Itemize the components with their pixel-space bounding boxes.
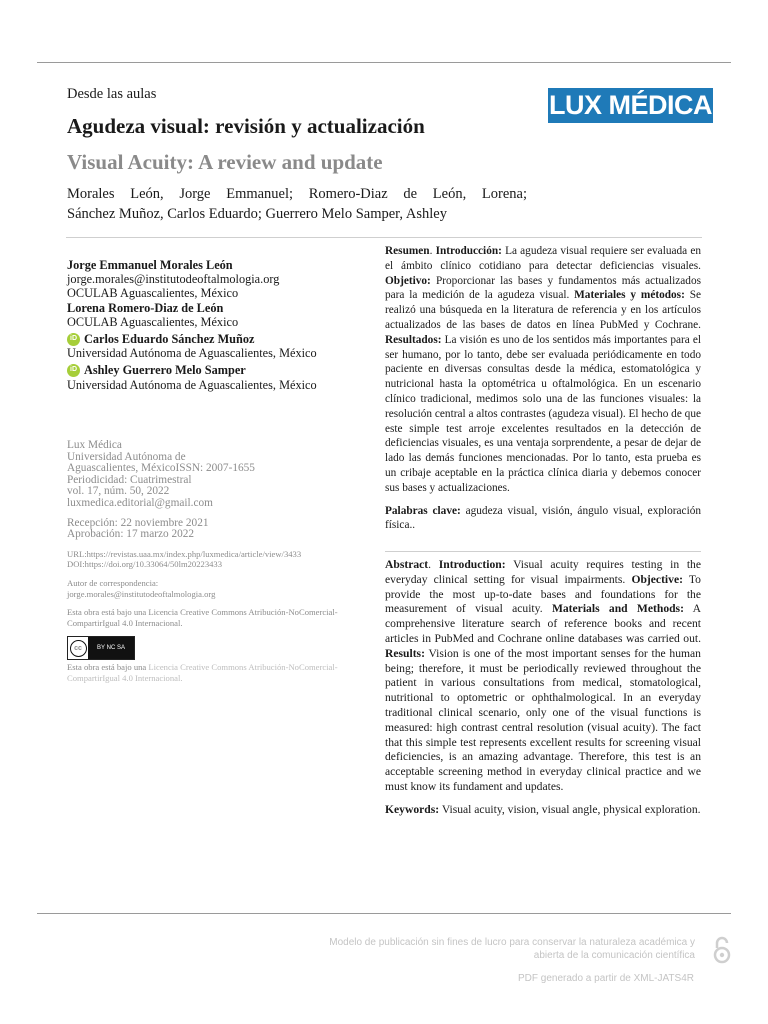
abstract-es: Resumen. Introducción: La agudeza visual requiere ser evaluada en el ámbito clínico cotidiano para detectar deficiencias visuales. Objetivo: Proporcionar las bases y fundamentos más actualizados para la medición de la agudeza visual. Materiales y métodos: Se realizó una búsqueda en la literatura de referencia y en los artículos actualizados de las bases de datos en línea PubMed y Cochrane. Resultados: La visión es uno de los sentidos más importantes para el ser humano, por lo tanto, debe ser evaluada periódicamente en todo paciente en diversas consultas desde la médica, estomatológica y nutricional hasta la optométrica u oftalmológica. En un escenario clínico tradicional, medimos solo una de las funciones visuales: la resolución central a altos contrastes (agudeza visual). El hecho de que este simple test arroje excelentes resultados en la detección de deficiencias visuales, es una ventaja sorprendente, a pesar de dejar de lado las demás funciones mencionadas. Por lo tanto, esta prueba es un cribaje aceptable en la práctica clínica diaria y debemos conocer sus bases y actualizaciones. Palabras clave: agudeza visual, visión, ángulo visual, exploración física..: [385, 245, 702, 532]
author-1-institution: OCULAB Aguascalientes, México: [67, 286, 239, 301]
intro-label: Introduction:: [438, 558, 506, 571]
objective-text: To provide the most up-to-date bases and foundations for the measurement of visual acuity.: [385, 572, 701, 616]
periodicity: Periodicidad: Cuatrimestral: [67, 473, 192, 486]
methods-text: Se realizó una búsqueda en la literatura de referencia y en los artículos actualizados de las bases de datos en línea PubMed y Cochrane.: [385, 289, 701, 331]
abstract-separator: [385, 551, 701, 552]
affiliations: [67, 258, 367, 392]
article-doi[interactable]: DOI:https://doi.org/10.33064/50lm20223433: [67, 559, 223, 570]
footer-note: [280, 937, 695, 962]
author-1-name: Jorge Emmanuel Morales León: [67, 258, 233, 272]
objective-label: Objetivo:: [385, 274, 431, 287]
footer-note-line-1: Modelo de publicación sin fines de lucro para conservar la naturaleza académica y: [329, 937, 695, 948]
author-2-institution: OCULAB Aguascalientes, México: [67, 314, 239, 329]
cc-icon: cc: [70, 640, 87, 657]
objective-text: Proporcionar las bases y fundamentos más actualizados para la medición de la agudeza visual.: [385, 274, 701, 302]
correspondence-email[interactable]: jorge.morales@institutodeoftalmologia.org: [67, 588, 216, 599]
methods-label: Materiales y métodos:: [574, 289, 685, 302]
intro-text: Visual acuity requires testing in the everyday clinical setting for visual impairments.: [385, 558, 701, 586]
author-3-institution: Universidad Autónoma de Aguascalientes, México: [67, 346, 317, 361]
approved-date: Aprobación: 17 marzo 2022: [67, 528, 195, 541]
abstract-label: Abstract: [385, 558, 429, 571]
volume: vol. 17, núm. 50, 2022: [67, 485, 170, 498]
publisher-line-1: Universidad Autónoma de: [67, 450, 186, 463]
footer-note-line-2: abierta de la comunicación científica: [533, 949, 695, 961]
journal-metadata: [67, 440, 357, 684]
journal-email[interactable]: luxmedica.editorial@gmail.com: [67, 496, 213, 509]
author-line-1: Morales León, Jorge Emmanuel; Romero-Diaz de León, Lorena;: [67, 186, 527, 202]
license-text-2: Esta obra está bajo una Licencia Creative Commons Atribución-NoComercial-CompartirIgual 4.0 Internacional.: [67, 662, 338, 683]
keywords-label: Keywords:: [385, 802, 440, 816]
pdf-generated-note: PDF generado a partir de XML-JATS4R: [517, 973, 694, 984]
author-list: [67, 184, 527, 224]
abstract-en: Abstract. Introduction: Visual acuity requires testing in the everyday clinical setting for visual impairments. Objective: To provide the most up-to-date bases and foundations for the measurement of visual acuity. Materials and Methods: A comprehensive literature search of reference books and recent articles in PubMed and Cochrane online databases was carried out. Results: Vision is one of the most important senses for the human being; therefore, it must be periodically reviewed throughout the patient in various consultations from medical, stomatological, nutritional to optometric or ophthalmological. In an everyday traditional clinical scenario, only one of the visual functions is measured: high contrast central resolution (visual acuity). The fact that this simple test represents excellent results for screening visual deficiencies, is an amazing advantage. Therefore, this test is an acceptable screening method in everyday clinical practice and we must know its fundament and updates. Keywords: Visual acuity, vision, visual angle, physical exploration.: [385, 558, 701, 816]
orcid-icon[interactable]: iD: [67, 333, 80, 346]
license-link[interactable]: Licencia Creative Commons Atribución-NoComercial-CompartirIgual 4.0 Internacional.: [67, 662, 338, 683]
author-3-name: Carlos Eduardo Sánchez Muñoz: [84, 332, 255, 347]
license-text: Esta obra está bajo una Licencia Creative Commons Atribución-NoComercial-CompartirIgual 4.0 Internacional.: [67, 607, 338, 628]
author-2-name: Lorena Romero-Diaz de León: [67, 300, 224, 315]
journal-logo: LUX MÉDICA: [548, 88, 713, 123]
bottom-rule: [37, 913, 731, 914]
author-1-email[interactable]: jorge.morales@institutodeoftalmologia.org: [67, 272, 280, 287]
resumen-label: Resumen: [385, 245, 430, 257]
article-title-en: Visual Acuity: A review and update: [67, 150, 383, 174]
keywords-label: Palabras clave:: [385, 504, 461, 517]
intro-text: La agudeza visual requiere ser evaluada en el ámbito clínico cotidiano para detectar deficiencias visuales.: [385, 245, 701, 272]
author-line-2: Sánchez Muñoz, Carlos Eduardo; Guerrero Melo Samper, Ashley: [67, 206, 447, 222]
top-rule: [37, 62, 731, 63]
objective-label: Objective:: [631, 572, 683, 586]
creative-commons-badge[interactable]: [67, 636, 135, 660]
author-4-institution: Universidad Autónoma de Aguascalientes, México: [67, 377, 317, 392]
article-url[interactable]: URL:https://revistas.uaa.mx/index.php/luxmedica/article/view/3433: [67, 548, 302, 559]
results-label: Results:: [385, 646, 425, 660]
publisher-line-2: Aguascalientes, MéxicoISSN: 2007-1655: [67, 462, 255, 475]
open-access-icon: [711, 936, 733, 964]
orcid-icon[interactable]: iD: [67, 364, 80, 377]
separator-rule: [66, 237, 702, 238]
author-4-name: Ashley Guerrero Melo Samper: [84, 363, 246, 378]
article-title-es: Agudeza visual: revisión y actualización: [67, 114, 425, 138]
results-label: Resultados:: [385, 333, 442, 346]
methods-label: Materials and Methods:: [551, 602, 684, 616]
correspondence-label: Autor de correspondencia:: [67, 577, 159, 588]
results-text: La visión es uno de los sentidos más importantes para el ser humano, por lo tanto, debe ser evaluada periódicamente en todo paciente en diversas consultas desde la médica, estomatológica y nutricional hasta la optométrica u oftalmológica. En un escenario clínico tradicional, medimos solo una de las funciones visuales: la resolución central a altos contrastes (agudeza visual). El hecho de que este simple test arroje excelentes resultados en la detección de deficiencias visuales, es una ventaja sorprendente, a pesar de dejar de lado las demás funciones mencionadas. Por lo tanto, esta prueba es un cribaje aceptable en la práctica clínica diaria y debemos conocer sus bases y actualizaciones.: [385, 333, 701, 494]
journal-name: Lux Médica: [67, 439, 122, 451]
cc-terms: BY NC SA: [88, 637, 134, 659]
methods-text: A comprehensive literature search of reference books and recent articles in PubMed and Cochrane online databases was carried out.: [385, 602, 701, 645]
keywords-text: agudeza visual, visión, ángulo visual, exploración física..: [385, 504, 702, 532]
section-label: Desde las aulas: [67, 86, 157, 102]
intro-label: Introducción:: [435, 245, 502, 257]
keywords-text: Visual acuity, vision, visual angle, physical exploration.: [441, 802, 701, 816]
received-date: Recepción: 22 noviembre 2021: [67, 516, 209, 529]
results-text: Vision is one of the most important senses for the human being; therefore, it must be periodically reviewed throughout the patient in various consultations from medical, stomatological, nutritional to optometric or ophthalmological. In an everyday traditional clinical scenario, only one of the visual functions is measured: high contrast central resolution (visual acuity). The fact that this simple test represents excellent results for screening visual deficiencies, is an amazing advantage. Therefore, this test is an acceptable screening method in everyday clinical practice and we must know its fundament and updates.: [385, 646, 701, 793]
